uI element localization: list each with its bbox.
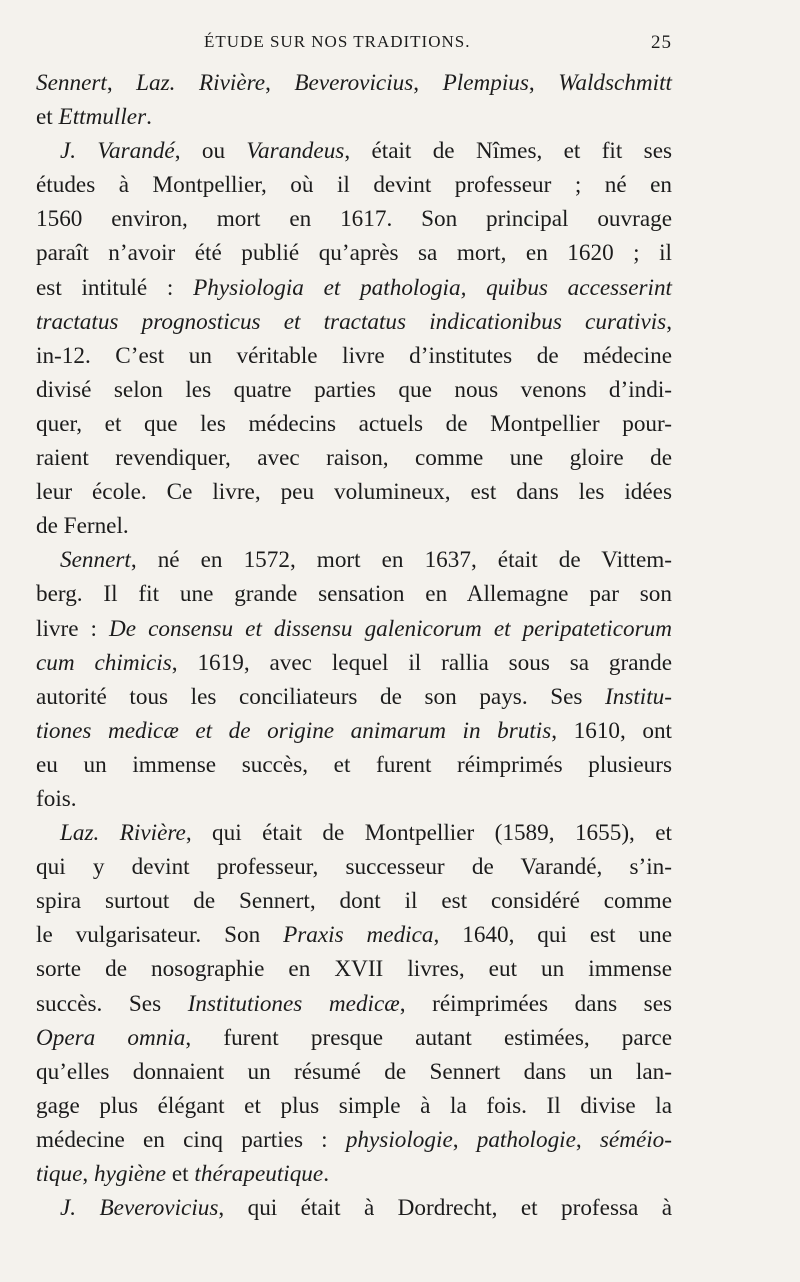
text-segment: ,: [528, 70, 559, 96]
italic-segment: Laz. Rivière: [60, 820, 186, 847]
text-line: [36, 1055, 672, 1089]
text-line: [36, 952, 672, 986]
text-segment: , qui était à Dordrecht, et professa à: [218, 1195, 672, 1222]
running-title: ÉTUDE SUR NOS TRADITIONS.: [204, 32, 471, 51]
body-text: [36, 66, 672, 1225]
text-segment: est intitulé :: [36, 274, 194, 301]
text-segment: .: [323, 1161, 329, 1187]
text-segment: divisé selon les quatre parties que nous venons d’indi-: [36, 376, 672, 403]
text-line: [36, 202, 672, 236]
text-segment: , était de Nîmes, et fit ses: [344, 138, 673, 165]
text-segment: , né en 1572, mort en 1637, était de Vittem-: [130, 547, 672, 574]
text-segment: , réimprimées dans ses: [399, 990, 673, 1017]
italic-segment: physiologie: [345, 1126, 453, 1153]
text-segment: ,: [452, 1126, 477, 1153]
text-segment: raient revendiquer, avec raison, comme une gloire de: [36, 445, 672, 472]
italic-segment: tique: [36, 1161, 83, 1187]
text-segment: ,: [666, 308, 672, 335]
text-line: [36, 339, 672, 373]
text-line: [36, 1089, 672, 1123]
text-line: [36, 373, 672, 407]
text-line: [36, 748, 672, 782]
italic-segment: cum chimicis: [36, 649, 172, 676]
text-segment: , 1619, avec lequel il rallia sous sa grande: [171, 649, 672, 676]
text-line: [36, 884, 672, 918]
text-segment: ,: [82, 1161, 94, 1187]
text-line: [36, 782, 672, 816]
text-line: [36, 1191, 672, 1225]
text-line: [36, 1123, 672, 1157]
italic-segment: Varandeus: [246, 138, 345, 165]
text-line: [36, 918, 672, 952]
italic-segment: Sennert: [36, 70, 107, 96]
text-line: [36, 577, 672, 611]
text-segment: médecine en cinq parties :: [36, 1126, 346, 1153]
text-segment: ,: [265, 70, 295, 96]
text-line: [36, 475, 672, 509]
text-segment: livre :: [36, 615, 110, 642]
text-line: [36, 714, 672, 748]
text-segment: in-12. C’est un véritable livre d’institutes de médecine: [36, 342, 672, 369]
italic-segment: tractatus prognosticus et tractatus indicationibus curativis: [36, 308, 667, 335]
text-segment: 1560 environ, mort en 1617. Son principal ouvrage: [36, 206, 672, 233]
text-segment: , 1640, qui est une: [433, 922, 672, 949]
text-line: [36, 543, 672, 577]
text-line: [36, 987, 672, 1021]
text-segment: fois.: [36, 785, 77, 812]
text-line: [36, 168, 672, 202]
italic-segment: J. Varandé: [60, 138, 175, 165]
text-line: [36, 612, 672, 646]
text-segment: .: [146, 104, 152, 131]
text-segment: quer, et que les médecins actuels de Montpellier pour-: [36, 410, 672, 437]
italic-segment: Beverovicius: [294, 70, 414, 96]
text-line: [36, 441, 672, 475]
text-segment: , furent presque autant estimées, parce: [185, 1024, 672, 1051]
text-segment: et: [36, 104, 59, 131]
italic-segment: Laz. Rivière: [136, 70, 266, 96]
text-segment: paraît n’avoir été publié qu’après sa mort, en 1620 ; il: [36, 240, 672, 267]
text-line: [36, 680, 672, 714]
text-line: [36, 816, 672, 850]
italic-segment: Sennert: [60, 547, 131, 574]
text-segment: ,: [106, 70, 137, 96]
italic-segment: thérapeutique: [194, 1161, 324, 1187]
text-line: [36, 66, 672, 100]
italic-segment: De consensu et dissensu galenicorum et peripateticorum: [109, 615, 672, 642]
text-line: [36, 236, 672, 270]
text-segment: ,: [413, 70, 443, 96]
text-line: [36, 646, 672, 680]
text-segment: sorte de nosographie en XVII livres, eut un immense: [36, 956, 672, 983]
text-segment: eu un immense succès, et furent réimprimés plusieurs: [36, 751, 672, 778]
italic-segment: pathologie: [476, 1126, 576, 1153]
text-segment: autorité tous les conciliateurs de son pays. Ses: [36, 683, 606, 710]
italic-segment: Ettmuller: [58, 104, 147, 131]
page-number: 25: [651, 32, 672, 53]
italic-segment: hygiène: [93, 1161, 167, 1187]
text-segment: , qui était de Montpellier (1589, 1655), et: [185, 820, 672, 847]
italic-segment: séméio-: [599, 1126, 673, 1153]
italic-segment: Praxis medica: [283, 922, 434, 949]
text-line: [36, 850, 672, 884]
italic-segment: Physiologia et pathologia, quibus accesserint: [193, 274, 672, 301]
text-line: [36, 509, 672, 543]
italic-segment: Institu-: [605, 683, 672, 710]
text-segment: ,: [575, 1126, 600, 1153]
text-segment: , 1610, ont: [551, 717, 672, 744]
text-segment: spira surtout de Sennert, dont il est considéré comme: [36, 888, 672, 915]
text-segment: gage plus élégant et plus simple à la fois. Il divise la: [36, 1092, 672, 1119]
text-segment: berg. Il fit une grande sensation en Allemagne par son: [36, 581, 672, 608]
italic-segment: tiones medicæ et de origine animarum in brutis: [36, 717, 552, 744]
italic-segment: Institutiones medicæ: [187, 990, 400, 1017]
page-header: [36, 28, 672, 58]
text-line: [36, 305, 672, 339]
italic-segment: Waldschmitt: [558, 70, 672, 96]
text-line: [36, 1157, 672, 1191]
text-segment: succès. Ses: [36, 990, 188, 1017]
italic-segment: Plempius: [442, 70, 529, 96]
text-segment: le vulgarisateur. Son: [36, 922, 284, 949]
text-segment: qui y devint professeur, successeur de Varandé, s’in-: [36, 854, 672, 881]
text-line: [36, 407, 672, 441]
italic-segment: J. Beverovicius: [60, 1195, 219, 1222]
text-segment: de Fernel.: [36, 513, 129, 540]
text-segment: qu’elles donnaient un résumé de Sennert dans un lan-: [36, 1058, 672, 1085]
text-line: [36, 1021, 672, 1055]
text-line: [36, 134, 672, 168]
text-line: [36, 100, 672, 134]
text-line: [36, 271, 672, 305]
text-segment: , ou: [174, 138, 247, 165]
text-segment: et: [166, 1161, 195, 1187]
text-segment: leur école. Ce livre, peu volumineux, est dans les idées: [36, 479, 672, 506]
italic-segment: Opera omnia: [36, 1024, 186, 1051]
text-segment: études à Montpellier, où il devint professeur ; né en: [36, 172, 672, 199]
